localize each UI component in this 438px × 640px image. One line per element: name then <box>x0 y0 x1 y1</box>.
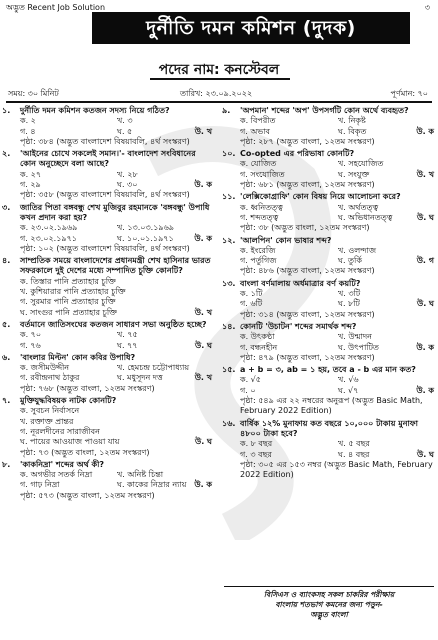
answer-label: উ. ঘ <box>195 437 212 447</box>
question-number: ১৫. <box>222 365 236 375</box>
question-item <box>2 106 214 147</box>
option-text: গ. ৬টি <box>240 299 263 309</box>
option <box>338 450 436 460</box>
option <box>338 116 436 126</box>
question-stem <box>2 396 214 406</box>
option-text: গ. ৪ <box>20 126 36 136</box>
option <box>240 116 338 126</box>
source-text: পৃষ্ঠা: ৩৫৮ (অদ্ভুত বাংলাদেশ বিষয়াবলি, ৪র্থ সংস্করণ) <box>20 190 190 200</box>
option <box>117 127 214 137</box>
question-number: ১৬. <box>222 418 236 428</box>
option-text: ঘ. ৮টি <box>338 299 360 309</box>
option-text: গ. ০ <box>240 385 256 395</box>
option-text: ক. জসীমউদ্দীন <box>20 363 70 373</box>
question-item <box>2 149 214 200</box>
question-text: জাতির পিতা বঙ্গবন্ধু শেখ মুজিবুর রহমানকে 'বঙ্গবন্ধু' উপাধি কখন প্রদান করা হয়? <box>20 202 210 222</box>
question-text: 'লেক্সিকোগ্রাফি' কোন বিষয় নিয়ে আলোচনা করে? <box>240 192 401 202</box>
option <box>20 297 214 307</box>
answer-label: উ. ঘ <box>417 212 434 222</box>
option-text: খ. অনিষ্ট চিন্তা <box>117 470 164 480</box>
option-text: ঘ. সংযুক্ত <box>338 169 370 179</box>
page-number: ৩ <box>424 3 430 12</box>
option <box>117 373 214 383</box>
source-text: পৃষ্ঠা: ৩৮ (অদ্ভুত বাংলা, ১২তম সংস্করণ) <box>240 223 370 233</box>
options <box>222 375 436 396</box>
question-item <box>222 149 436 190</box>
option <box>117 470 214 480</box>
question-stem <box>2 106 214 116</box>
question-item <box>2 256 214 318</box>
option <box>338 203 436 213</box>
option <box>338 159 436 169</box>
option-text: গ. ২৯ <box>20 180 41 190</box>
post-underline <box>150 78 290 80</box>
option <box>117 234 214 244</box>
source-text: পৃষ্ঠা: ১০২ (অদ্ভুত বাংলাদেশ বিষয়াবলি, ৪র্থ সংস্করণ) <box>20 243 190 253</box>
option-text: গ. শব্দতত্ত্ব <box>240 212 279 222</box>
answer-label: উ. ক <box>416 126 434 136</box>
question-stem <box>2 256 214 277</box>
question-number: ১১. <box>222 192 236 202</box>
source-text: পৃষ্ঠা: ৭৬৮ (অদ্ভুত বাংলা, ১২তম সংস্করণ) <box>20 383 155 393</box>
option <box>20 480 117 490</box>
question-number: ১০. <box>222 149 236 159</box>
option-text: ঘ. সাংগুর পানি প্রত্যাহার চুক্তি <box>20 307 117 317</box>
option-text: ক. ৭০ <box>20 330 42 340</box>
question-item <box>2 396 214 458</box>
question-number: ৩. <box>2 202 11 212</box>
ad-box <box>224 590 434 620</box>
option <box>20 406 214 416</box>
question-item <box>2 203 214 254</box>
answer-label: উ. গ <box>416 256 434 266</box>
answer-label: উ. ঘ <box>417 299 434 309</box>
option <box>240 246 338 256</box>
answer-label: উ. খ <box>416 169 434 179</box>
option-text: ক. ২ <box>20 116 36 126</box>
option-text: ক. উৎকণ্ঠা <box>240 332 275 342</box>
ad-divider <box>224 586 434 587</box>
question-number: ২. <box>2 149 11 159</box>
question-text: 'অপমান' শব্দের 'অপ' উপসর্গটি কোন অর্থে ব্যবহৃত? <box>240 106 409 115</box>
source-text: পৃষ্ঠা: ৩১৪ (অদ্ভুত বাংলা, ১২তম সংস্করণ) <box>240 309 375 319</box>
question-text: বার্ষিক ১২% মুনাফায় কত বছরে ১০,০০০ টাকায় মুনাফা ৪৮০০ টাকা হবে? <box>240 418 418 438</box>
question-text: a + b = ৩, ab = ১ হয়, তবে a - b এর মান কত? <box>240 365 416 375</box>
option <box>240 375 338 385</box>
option-text: গ. অভাব <box>240 126 270 136</box>
option <box>338 127 436 137</box>
options <box>2 170 214 191</box>
options <box>2 470 214 491</box>
exam-time: সময়: ৩০ মিনিট <box>8 89 59 98</box>
source-text: পৃষ্ঠা: ৪৮৬ (অদ্ভুত বাংলা, ১২তম সংস্করণ) <box>240 266 375 276</box>
question-number: ৬. <box>2 352 11 362</box>
option-text: ক. ৮ বছর <box>240 439 273 449</box>
option <box>240 159 338 169</box>
answer-label: উ. খ <box>194 307 212 317</box>
exam-date: তারিখ: ২৩.০৯.২০২২ <box>180 89 253 98</box>
exam-marks: পূর্ণমান: ৭০ <box>390 89 428 98</box>
option-text: ঘ. ৭৭ <box>117 340 138 350</box>
question-stem <box>222 322 436 332</box>
question-text: 'কাকনিদ্রা' শব্দের অর্থ কী? <box>20 459 105 469</box>
answer-label: উ. খ <box>194 126 212 136</box>
question-stem <box>222 279 436 289</box>
question-stem <box>2 149 214 170</box>
source-line <box>222 137 436 147</box>
question-item <box>222 365 436 416</box>
option-text: খ. কুশিয়ারার পানি প্রত্যাহার চুক্তি <box>20 287 126 297</box>
source-text: পৃষ্ঠা: ৩৮৪ (অদ্ভুত বাংলাদেশ বিষয়াবলি, ৪র্থ সংস্করণ) <box>20 136 190 146</box>
option <box>338 386 436 396</box>
question-item <box>222 322 436 363</box>
option <box>20 116 117 126</box>
option <box>240 450 338 460</box>
option <box>338 439 436 449</box>
source-text: পৃষ্ঠা: ৬৮১ (অদ্ভুত বাংলা, ১২তম সংস্করণ) <box>240 180 375 190</box>
question-item <box>222 192 436 233</box>
source-line <box>2 384 214 394</box>
option <box>20 417 214 427</box>
option-text: গ. ৩ বছর <box>240 449 272 459</box>
option <box>20 127 117 137</box>
answer-label: উ. ক <box>194 480 212 490</box>
question-item <box>2 320 214 351</box>
option-text: ঘ. √৭ <box>338 385 359 395</box>
option <box>338 289 436 299</box>
option <box>117 223 214 233</box>
option-text: ঘ. পায়ের আওয়াজ পাওয়া যায় <box>20 437 120 447</box>
question-text: দুর্নীতি দমন কমিশন কতজন সদস্য নিয়ে গঠিত? <box>20 106 170 115</box>
source-line <box>222 180 436 190</box>
ad-line-2: বাংলায় শতভাগ কমনের জন্য পড়ুন- <box>275 600 383 609</box>
option-text: ঘ. মধুসূদন দত্ত <box>117 373 163 383</box>
question-stem <box>222 106 436 116</box>
question-text: মুক্তিযুদ্ধবিষয়ক নাটক কোনটি? <box>20 396 117 406</box>
options <box>2 277 214 318</box>
option-text: ক. ২৩.০২.১৯৬৯ <box>20 223 78 233</box>
answer-label: উ. ক <box>194 233 212 243</box>
source-line <box>222 460 436 481</box>
option <box>338 256 436 266</box>
option-text: খ. হেমচন্দ্র চট্টোপাধ্যায় <box>117 363 190 373</box>
option <box>240 299 338 309</box>
option-text: খ. উন্মাদন <box>338 332 372 342</box>
option <box>117 341 214 351</box>
questions-right-column <box>222 106 436 482</box>
options <box>222 116 436 137</box>
source-text: পৃষ্ঠা: ৫৭৩ (অদ্ভুত বাংলা, ১২তম সংস্করণ) <box>20 490 155 500</box>
option-text: ক. ১টি <box>240 289 263 299</box>
option-text: খ. ১৩.০৩.১৯৬৯ <box>117 223 174 233</box>
source-text: পৃষ্ঠা: ৭৩ (অদ্ভুত বাংলা, ১২তম সংস্করণ) <box>20 447 150 457</box>
option-text: খ. √৬ <box>338 375 359 385</box>
question-item <box>222 236 436 277</box>
option-text: গ. গাঢ় নিদ্রা <box>20 480 60 490</box>
option <box>240 127 338 137</box>
question-text: বর্তমানে জাতিসংঘের কতজন সাধারণ সভা অনুষ্ঠিত হচ্ছে? <box>20 319 207 329</box>
option-text: ঘ. ৩০ <box>117 180 138 190</box>
option <box>117 330 214 340</box>
option <box>20 330 117 340</box>
option <box>20 287 214 297</box>
option-text: ক. সুবচন নির্বাসনে <box>20 406 80 416</box>
option-text: গ. ৭৬ <box>20 340 41 350</box>
question-stem <box>2 203 214 224</box>
option <box>338 299 436 309</box>
ad-line-3: অদ্ভুত বাংলা <box>310 610 348 619</box>
option-text: ঘ. তুর্কি <box>338 256 362 266</box>
option-text: খ. ২৮ <box>117 169 138 179</box>
source-line <box>222 266 436 276</box>
source-line <box>2 137 214 147</box>
answer-label: উ. খ <box>194 373 212 383</box>
options <box>2 406 214 447</box>
source-line <box>2 448 214 458</box>
question-item <box>222 419 436 481</box>
source-line <box>222 310 436 320</box>
option <box>240 289 338 299</box>
option <box>20 277 214 287</box>
options <box>222 246 436 267</box>
post-title: পদের নাম: কনস্টেবল <box>158 62 280 78</box>
question-number: ১. <box>2 106 11 115</box>
answer-label: উ. ঘ <box>417 449 434 459</box>
question-number: ১৪. <box>222 321 236 331</box>
source-line <box>2 190 214 200</box>
question-stem <box>222 236 436 246</box>
option-text: ক. √৫ <box>240 375 261 385</box>
question-text: বাংলা বর্ণমালায় অর্ধমাত্রার বর্ণ কয়টি? <box>240 278 361 288</box>
option-text: খ. ৩টি <box>338 289 361 299</box>
option-text: ক. যোজিত <box>240 159 277 169</box>
option <box>338 375 436 385</box>
source-line <box>222 396 436 417</box>
options <box>222 289 436 310</box>
question-item <box>2 353 214 394</box>
question-item <box>2 460 214 501</box>
option-text: ক. ইংরেজি <box>240 245 276 255</box>
question-number: ৫. <box>2 319 11 329</box>
question-stem <box>2 353 214 363</box>
source-text: পৃষ্ঠা: ২৮৭ (অদ্ভুত বাংলা, ১২তম সংস্করণ) <box>240 136 375 146</box>
options <box>2 363 214 384</box>
option-text: খ. অর্থতত্ত্ব <box>338 202 379 212</box>
option-text: খ. রক্তাক্ত প্রান্তর <box>20 416 74 426</box>
question-text: 'বাংলার মিল্টন' কোন কবির উপাধি? <box>20 352 136 362</box>
option-text: ঘ. কাকের নিদ্রার ন্যায় <box>117 480 187 490</box>
option-text: ক. ধ্বনিতত্ত্ব <box>240 202 283 212</box>
option-text: ক. তিস্তার পানি প্রত্যাহার চুক্তি <box>20 276 116 286</box>
question-item <box>222 279 436 320</box>
question-text: কোনটি 'উচাটন' শব্দের সমার্থক শব্দ? <box>240 321 357 331</box>
question-text: 'আলপিন' কোন ভাষার শব্দ? <box>240 235 332 245</box>
question-number: ৯. <box>222 106 231 115</box>
option <box>240 332 338 342</box>
questions-left-column <box>2 106 214 503</box>
option <box>117 363 214 373</box>
option-text: ঘ. বিকৃত <box>338 126 367 136</box>
question-stem <box>222 192 436 202</box>
option-text: ঘ. ১০.০১.১৯৭১ <box>117 233 174 243</box>
options <box>222 159 436 180</box>
option <box>117 116 214 126</box>
option <box>20 363 117 373</box>
option <box>240 386 338 396</box>
question-stem <box>2 320 214 330</box>
option-text: গ. রবীন্দ্রনাথ ঠাকুর <box>20 373 80 383</box>
question-number: ১৩. <box>222 278 236 288</box>
divider <box>6 101 432 103</box>
option <box>338 332 436 342</box>
option <box>117 180 214 190</box>
question-text: 'আইনের চোখে সকলেই সমান।'- বাংলাদেশ সংবিধানের কোন অনুচ্ছেদে বলা আছে? <box>20 149 196 169</box>
option-text: খ. ওলন্দাজ <box>338 245 377 255</box>
source-line <box>222 223 436 233</box>
option-text: গ. পর্তুগিজ <box>240 256 277 266</box>
option-text: খ. নিকৃষ্ট <box>338 116 366 126</box>
option <box>20 341 117 351</box>
answer-label: উ. ঘ <box>195 340 212 350</box>
question-number: ৭. <box>2 396 11 406</box>
question-number: ১২. <box>222 235 236 245</box>
options <box>222 203 436 224</box>
option <box>20 308 214 318</box>
source-text: পৃষ্ঠা: ৫৪৯ এর ২২ নম্বরের অনুরূপ (অদ্ভুত Basic Math, February 2022 Edition) <box>240 396 423 416</box>
answer-label: উ. ক <box>194 180 212 190</box>
option <box>240 343 338 353</box>
option <box>240 203 338 213</box>
option <box>338 246 436 256</box>
option <box>20 223 117 233</box>
option-text: ঘ. উৎপাটিত <box>338 342 379 352</box>
question-number: ৪. <box>2 256 11 266</box>
options <box>222 439 436 460</box>
option-text: গ. বন্ধনহীন <box>240 342 278 352</box>
option-text: ক. ২৭ <box>20 169 42 179</box>
option <box>20 470 117 480</box>
answer-label: উ. ক <box>416 342 434 352</box>
source-line <box>2 244 214 254</box>
options <box>2 116 214 137</box>
question-text: সাম্প্রতিক সময়ে বাংলাদেশের প্রধানমন্ত্রী শেখ হাসিনার ভারত সফরকালে দুই দেশের মধ্যে সম্পাদিত চুক্তি কোনটি? <box>20 256 211 276</box>
options <box>2 223 214 244</box>
source-line <box>222 353 436 363</box>
question-stem <box>2 460 214 470</box>
option-text: ঘ. ৫ <box>117 126 133 136</box>
ad-line-1: বিসিএস ও ব্যাংকসহ সকল চাকরির পরীক্ষায় <box>263 590 395 599</box>
option <box>20 437 214 447</box>
question-text: Co-opted এর পরিভাষা কোনটি? <box>240 149 355 159</box>
source-text: পৃষ্ঠা: ৪৭৯ (অদ্ভুত বাংলা, ১২তম সংস্করণ) <box>240 352 375 362</box>
option <box>240 213 338 223</box>
option-text: ঘ. অভিধানতত্ত্ব <box>338 212 393 222</box>
option <box>240 439 338 449</box>
option-text: গ. ২৩.০২.১৯৭১ <box>20 233 77 243</box>
options <box>2 330 214 351</box>
source-text: পৃষ্ঠা: ৩০৫ এর ১৫৩ নম্বর (অদ্ভুত Basic Math, February 2022 Edition) <box>240 459 433 480</box>
option <box>338 213 436 223</box>
title-banner: দুর্নীতি দমন কমিশন (দুদক) <box>92 12 410 44</box>
option <box>240 256 338 266</box>
option-text: খ. ৭৫ <box>117 330 138 340</box>
option <box>20 234 117 244</box>
option-text: ঘ. ৪ বছর <box>338 449 370 459</box>
option-text: খ. ৩ <box>117 116 133 126</box>
option <box>117 480 214 490</box>
option <box>338 343 436 353</box>
question-stem <box>222 149 436 159</box>
question-stem <box>222 419 436 440</box>
option <box>20 180 117 190</box>
option-text: ক. বিপরীত <box>240 116 276 126</box>
option <box>20 373 117 383</box>
question-stem <box>222 365 436 375</box>
option <box>117 170 214 180</box>
option-text: গ. নূরলদীনের সারাজীবন <box>20 426 100 436</box>
option-text: খ. ৫ বছর <box>338 439 370 449</box>
question-item <box>222 106 436 147</box>
source-line <box>2 491 214 501</box>
option-text: খ. সহযোজিত <box>338 159 384 169</box>
option <box>338 170 436 180</box>
option <box>240 170 338 180</box>
option-text: গ. সংযোজিত <box>240 169 285 179</box>
option <box>20 427 214 437</box>
answer-label: উ. ক <box>416 385 434 395</box>
option <box>20 170 117 180</box>
question-number: ৮. <box>2 459 11 469</box>
option-text: গ. সুরমার পানি প্রত্যাহার চুক্তি <box>20 297 116 307</box>
options <box>222 332 436 353</box>
brand-header: অদ্ভুত Recent Job Solution <box>6 3 106 12</box>
option-text: ক. অগভীর সতর্ক নিদ্রা <box>20 470 93 480</box>
